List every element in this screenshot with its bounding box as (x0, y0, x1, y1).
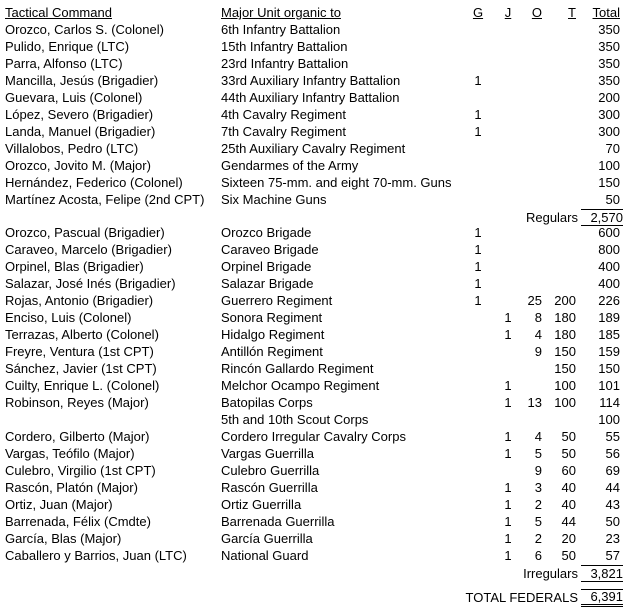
grand-total-row (0, 589, 635, 606)
j-value (496, 21, 520, 38)
o-value: 2 (534, 497, 542, 512)
header-tactical-command: Tactical Command (5, 5, 112, 20)
tactical-command: Terrazas, Alberto (Colonel) (5, 327, 159, 342)
o-value (520, 275, 542, 292)
header-t: T (568, 5, 576, 20)
o-value: 4 (534, 429, 542, 444)
table-row (0, 106, 635, 123)
o-value: 4 (534, 327, 542, 342)
regulars-subtotal-value: 2,570 (581, 209, 623, 226)
total-value: 400 (598, 276, 620, 291)
j-value: 1 (504, 310, 512, 325)
j-value (496, 72, 520, 89)
o-value (520, 89, 542, 106)
major-unit: Gendarmes of the Army (221, 158, 359, 173)
j-value (496, 224, 520, 241)
j-value (496, 38, 520, 55)
t-value (549, 89, 576, 106)
t-value: 40 (561, 497, 576, 512)
j-value: 1 (504, 378, 512, 393)
tactical-command: Sánchez, Javier (1st CPT) (5, 361, 157, 376)
g-value (466, 496, 490, 513)
t-value: 50 (561, 446, 576, 461)
o-value (520, 140, 542, 157)
major-unit: Ortiz Guerrilla (221, 497, 302, 512)
g-value (466, 89, 490, 106)
t-value: 40 (561, 480, 576, 495)
tactical-command: Orozco, Jovito M. (Major) (5, 158, 151, 173)
g-value (466, 547, 490, 564)
tactical-command: Guevara, Luis (Colonel) (5, 90, 143, 105)
table-row (0, 38, 635, 55)
g-value (466, 157, 490, 174)
o-value: 25 (527, 293, 542, 308)
grand-total-label: TOTAL FEDERALS (465, 590, 578, 605)
o-value: 5 (534, 514, 542, 529)
tactical-command: Mancilla, Jesús (Brigadier) (5, 73, 159, 88)
major-unit: Culebro Guerrilla (221, 463, 320, 478)
major-unit: Vargas Guerrilla (221, 446, 314, 461)
major-unit: Orpinel Brigade (221, 259, 312, 274)
major-unit: Caraveo Brigade (221, 242, 319, 257)
g-value (466, 530, 490, 547)
total-value: 56 (605, 446, 620, 461)
total-value: 100 (598, 412, 620, 427)
total-value: 600 (598, 225, 620, 240)
t-value: 180 (554, 310, 576, 325)
g-value (466, 428, 490, 445)
o-value (520, 224, 542, 241)
t-value: 50 (561, 548, 576, 563)
t-value: 60 (561, 463, 576, 478)
table-row (0, 157, 635, 174)
table-row (0, 241, 635, 258)
total-value: 350 (598, 22, 620, 37)
j-value (496, 140, 520, 157)
total-value: 185 (598, 327, 620, 342)
o-value (520, 360, 542, 377)
irregulars-subtotal-row (0, 565, 635, 582)
t-value (549, 123, 576, 140)
t-value (549, 191, 576, 208)
major-unit: National Guard (221, 548, 309, 563)
g-value (466, 38, 490, 55)
j-value: 1 (504, 548, 512, 563)
total-value: 23 (605, 531, 620, 546)
table-row (0, 462, 635, 479)
o-value: 13 (527, 395, 542, 410)
major-unit: Six Machine Guns (221, 192, 327, 207)
t-value (549, 72, 576, 89)
t-value (549, 157, 576, 174)
major-unit: 4th Cavalry Regiment (221, 107, 346, 122)
j-value (496, 123, 520, 140)
t-value (549, 55, 576, 72)
major-unit: 44th Auxiliary Infantry Battalion (221, 90, 400, 105)
o-value: 3 (534, 480, 542, 495)
major-unit: Rascón Guerrilla (221, 480, 318, 495)
g-value (466, 140, 490, 157)
header-o: O (531, 5, 542, 20)
table-row (0, 343, 635, 360)
g-value (466, 343, 490, 360)
total-value: 300 (598, 107, 620, 122)
major-unit: 23rd Infantry Battalion (221, 56, 349, 71)
o-value (520, 411, 542, 428)
t-value (549, 106, 576, 123)
g-value: 1 (474, 107, 482, 122)
total-value: 350 (598, 73, 620, 88)
header-j: J (504, 5, 512, 20)
j-value (496, 241, 520, 258)
g-value (466, 513, 490, 530)
t-value (549, 174, 576, 191)
o-value: 8 (534, 310, 542, 325)
j-value: 1 (504, 395, 512, 410)
table-row (0, 445, 635, 462)
major-unit: Salazar Brigade (221, 276, 314, 291)
table-row (0, 360, 635, 377)
major-unit: Hidalgo Regiment (221, 327, 325, 342)
total-value: 101 (598, 378, 620, 393)
tactical-command: Orozco, Carlos S. (Colonel) (5, 22, 164, 37)
o-value (520, 38, 542, 55)
total-value: 57 (605, 548, 620, 563)
t-value (549, 241, 576, 258)
grand-total-value: 6,391 (581, 589, 623, 607)
t-value: 44 (561, 514, 576, 529)
regulars-subtotal-label: Regulars (525, 210, 578, 225)
irregulars-subtotal-label: Irregulars (523, 566, 578, 581)
j-value: 1 (504, 446, 512, 461)
t-value (549, 411, 576, 428)
header-g: G (472, 5, 484, 20)
major-unit: Batopilas Corps (221, 395, 313, 410)
total-value: 350 (598, 56, 620, 71)
total-value: 159 (598, 344, 620, 359)
table-row (0, 479, 635, 496)
table-row (0, 140, 635, 157)
total-value: 189 (598, 310, 620, 325)
t-value (549, 275, 576, 292)
total-value: 350 (598, 39, 620, 54)
table-row (0, 191, 635, 208)
t-value (549, 38, 576, 55)
tactical-command: Caraveo, Marcelo (Brigadier) (5, 242, 172, 257)
major-unit: 5th and 10th Scout Corps (221, 412, 369, 427)
j-value (496, 191, 520, 208)
major-unit: Cordero Irregular Cavalry Corps (221, 429, 406, 444)
tactical-command: Freyre, Ventura (1st CPT) (5, 344, 154, 359)
tactical-command: Robinson, Reyes (Major) (5, 395, 149, 410)
o-value: 2 (534, 531, 542, 546)
j-value: 1 (504, 327, 512, 342)
major-unit: Guerrero Regiment (221, 293, 333, 308)
o-value (520, 258, 542, 275)
tactical-command: Orpinel, Blas (Brigadier) (5, 259, 144, 274)
tactical-command: Cordero, Gilberto (Major) (5, 429, 150, 444)
g-value: 1 (474, 225, 482, 240)
table-row (0, 411, 635, 428)
major-unit: 25th Auxiliary Cavalry Regiment (221, 141, 406, 156)
table-header (0, 4, 635, 21)
table-row (0, 292, 635, 309)
table-row (0, 326, 635, 343)
j-value (496, 275, 520, 292)
table-row (0, 394, 635, 411)
major-unit: García Guerrilla (221, 531, 313, 546)
o-value (520, 55, 542, 72)
tactical-command: Landa, Manuel (Brigadier) (5, 124, 156, 139)
tactical-command: Martínez Acosta, Felipe (2nd CPT) (5, 192, 205, 207)
table-row (0, 513, 635, 530)
g-value: 1 (474, 242, 482, 257)
total-value: 44 (605, 480, 620, 495)
major-unit: 6th Infantry Battalion (221, 22, 341, 37)
g-value (466, 191, 490, 208)
g-value (466, 445, 490, 462)
tactical-command: Hernández, Federico (Colonel) (5, 175, 183, 190)
g-value (466, 479, 490, 496)
table-row (0, 55, 635, 72)
total-value: 100 (598, 158, 620, 173)
major-unit: 15th Infantry Battalion (221, 39, 348, 54)
tactical-command: Orozco, Pascual (Brigadier) (5, 225, 165, 240)
t-value (549, 224, 576, 241)
j-value (496, 411, 520, 428)
g-value: 1 (474, 259, 482, 274)
o-value: 6 (534, 548, 542, 563)
tactical-command: Enciso, Luis (Colonel) (5, 310, 132, 325)
g-value (466, 411, 490, 428)
o-value: 9 (534, 344, 542, 359)
major-unit: Melchor Ocampo Regiment (221, 378, 380, 393)
t-value: 150 (554, 361, 576, 376)
t-value (549, 258, 576, 275)
o-value (520, 157, 542, 174)
table-row (0, 377, 635, 394)
g-value (466, 21, 490, 38)
major-unit: Antillón Regiment (221, 344, 323, 359)
table-row (0, 547, 635, 564)
g-value (466, 309, 490, 326)
o-value (520, 191, 542, 208)
j-value (496, 174, 520, 191)
o-value (520, 241, 542, 258)
table-row (0, 275, 635, 292)
o-value: 5 (534, 446, 542, 461)
total-value: 114 (599, 395, 620, 410)
g-value (466, 360, 490, 377)
table-row (0, 496, 635, 513)
tactical-command: Vargas, Teófilo (Major) (5, 446, 135, 461)
t-value (549, 21, 576, 38)
total-value: 300 (598, 124, 620, 139)
t-value: 150 (554, 344, 576, 359)
j-value (496, 106, 520, 123)
tactical-command: Parra, Alfonso (LTC) (5, 56, 123, 71)
major-unit: Rincón Gallardo Regiment (221, 361, 374, 376)
total-value: 55 (605, 429, 620, 444)
major-unit: 7th Cavalry Regiment (221, 124, 346, 139)
total-value: 200 (598, 90, 620, 105)
total-value: 226 (598, 293, 620, 308)
g-value (466, 394, 490, 411)
major-unit: Orozco Brigade (221, 225, 312, 240)
j-value: 1 (504, 497, 512, 512)
header-total: Total (592, 5, 620, 20)
table-row (0, 72, 635, 89)
header-major-unit: Major Unit organic to (221, 5, 341, 20)
g-value: 1 (474, 73, 482, 88)
j-value: 1 (504, 531, 512, 546)
t-value: 180 (554, 327, 576, 342)
j-value (496, 343, 520, 360)
table-row (0, 174, 635, 191)
o-value (520, 123, 542, 140)
o-value (520, 21, 542, 38)
j-value (496, 292, 520, 309)
tactical-command: Cuilty, Enrique L. (Colonel) (5, 378, 160, 393)
j-value: 1 (504, 429, 512, 444)
t-value (549, 140, 576, 157)
g-value (466, 55, 490, 72)
g-value: 1 (474, 276, 482, 291)
o-value (520, 106, 542, 123)
g-value: 1 (474, 293, 482, 308)
g-value (466, 377, 490, 394)
j-value: 1 (504, 514, 512, 529)
tactical-command: García, Blas (Major) (5, 531, 122, 546)
g-value: 1 (474, 124, 482, 139)
j-value (496, 360, 520, 377)
table-row (0, 530, 635, 547)
j-value (496, 258, 520, 275)
tactical-command: Caballero y Barrios, Juan (LTC) (5, 548, 187, 563)
tactical-command: Culebro, Virgilio (1st CPT) (5, 463, 156, 478)
j-value (496, 55, 520, 72)
t-value: 20 (561, 531, 576, 546)
total-value: 43 (605, 497, 620, 512)
tactical-command: Villalobos, Pedro (LTC) (5, 141, 139, 156)
table-row (0, 428, 635, 445)
total-value: 800 (598, 242, 620, 257)
total-value: 400 (598, 259, 620, 274)
total-value: 150 (598, 175, 620, 190)
g-value (466, 462, 490, 479)
table-row (0, 123, 635, 140)
major-unit: Sixteen 75-mm. and eight 70-mm. Guns (221, 175, 452, 190)
j-value (496, 89, 520, 106)
tactical-command: Barrenada, Félix (Cmdte) (5, 514, 151, 529)
t-value: 100 (554, 378, 576, 393)
t-value: 200 (554, 293, 576, 308)
j-value (496, 462, 520, 479)
tactical-command: López, Severo (Brigadier) (5, 107, 154, 122)
j-value (496, 157, 520, 174)
t-value: 100 (554, 395, 576, 410)
tactical-command: Rascón, Platón (Major) (5, 480, 138, 495)
table-row (0, 258, 635, 275)
t-value: 50 (561, 429, 576, 444)
o-value (520, 377, 542, 394)
o-value (520, 72, 542, 89)
table-row (0, 309, 635, 326)
o-value: 9 (534, 463, 542, 478)
j-value: 1 (504, 480, 512, 495)
tactical-command: Rojas, Antonio (Brigadier) (5, 293, 154, 308)
table-row (0, 21, 635, 38)
total-value: 70 (605, 141, 620, 156)
table-row (0, 89, 635, 106)
tactical-command: Salazar, José Inés (Brigadier) (5, 276, 176, 291)
tactical-command: Ortiz, Juan (Major) (5, 497, 113, 512)
total-value: 50 (605, 192, 620, 207)
major-unit: 33rd Auxiliary Infantry Battalion (221, 73, 401, 88)
table-row (0, 224, 635, 241)
o-value (520, 174, 542, 191)
tactical-command: Pulido, Enrique (LTC) (5, 39, 130, 54)
major-unit: Sonora Regiment (221, 310, 323, 325)
total-value: 69 (605, 463, 620, 478)
total-value: 150 (598, 361, 620, 376)
g-value (466, 326, 490, 343)
total-value: 50 (605, 514, 620, 529)
g-value (466, 174, 490, 191)
irregulars-subtotal-value: 3,821 (581, 565, 623, 582)
major-unit: Barrenada Guerrilla (221, 514, 335, 529)
